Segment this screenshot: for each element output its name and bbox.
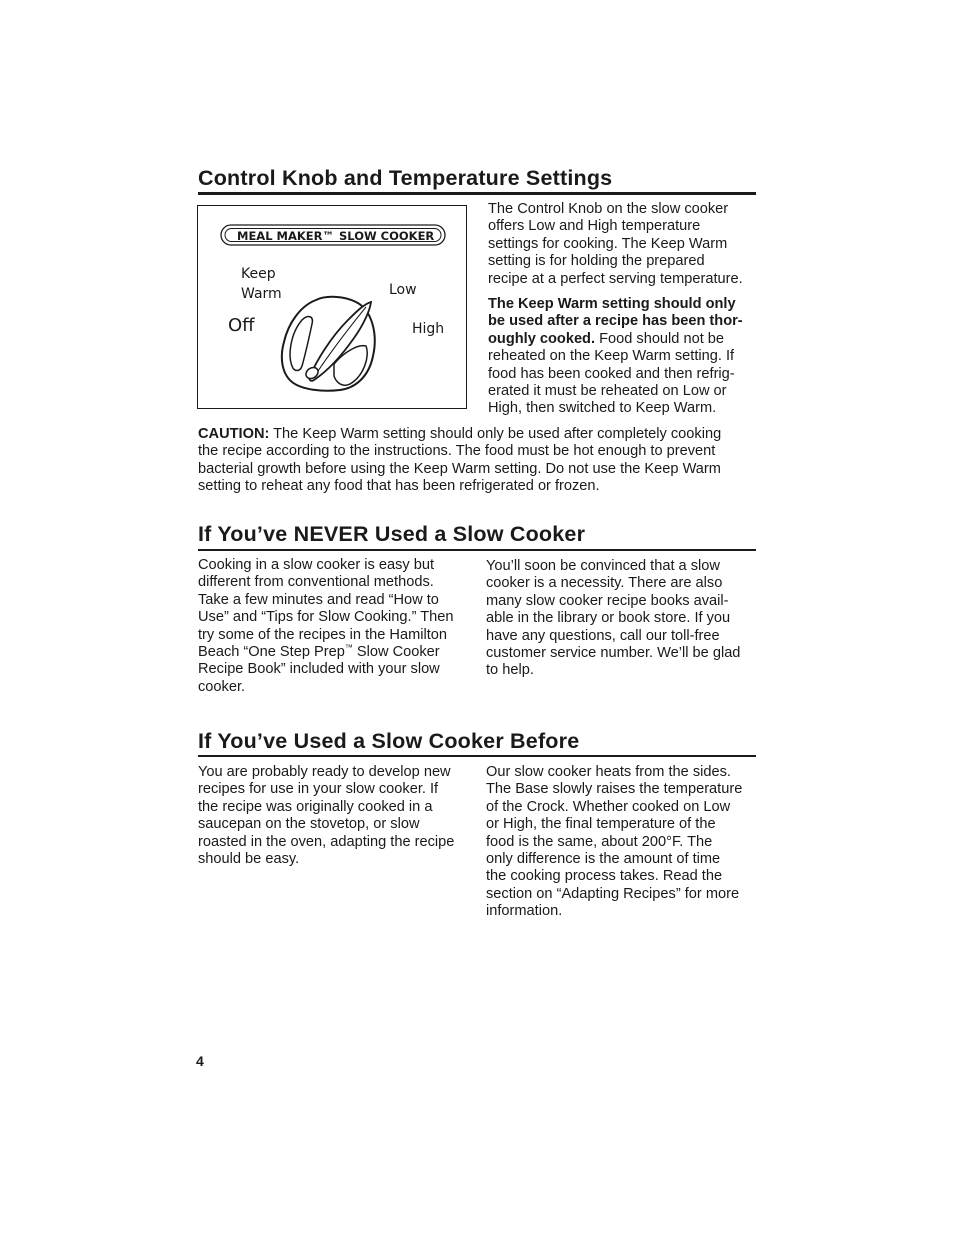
text-line: Our slow cooker heats from the sides.	[486, 764, 731, 780]
heading-rule	[198, 755, 756, 757]
text-line: bacterial growth before using the Keep Warm setting. Do not use the Keep Warm	[198, 460, 721, 477]
text-line: or High, the final temperature of the	[486, 816, 716, 833]
text-line: food is the same, about 200°F. The	[486, 833, 713, 850]
text-line: should be easy.	[198, 851, 300, 868]
heading-rule	[198, 192, 756, 195]
text-line: the cooking process takes. Read the	[486, 868, 723, 885]
text-line: try some of the recipes in the Hamilton	[198, 626, 448, 643]
never-used-left-column	[198, 557, 454, 696]
text-line: High, then switched to Keep Warm.	[488, 400, 717, 417]
text-line: Use” and “Tips for Slow Cooking.” Then	[198, 609, 454, 626]
brand-right-text: SLOW COOKER	[339, 229, 435, 243]
page-number: 4	[196, 1053, 204, 1069]
caution-label: CAUTION:	[198, 426, 270, 442]
text-line: to help.	[486, 662, 534, 679]
text-bold-run: oughly cooked.	[488, 330, 596, 347]
knob-icon	[282, 297, 375, 391]
text-line: food has been cooked and then refrig-	[488, 365, 735, 382]
text-line: section on “Adapting Recipes” for more	[486, 885, 740, 902]
text-line: of the Crock. Whether cooked on Low	[486, 798, 731, 815]
text-run: Beach “One Step Prep	[198, 644, 345, 661]
caution-paragraph	[198, 426, 721, 496]
label-warm: Warm	[241, 286, 282, 302]
text-line: You are probably ready to develop new	[198, 764, 451, 780]
text-run: Food should not be	[595, 330, 725, 347]
text-line: setting is for holding the prepared	[488, 253, 705, 270]
brand-left-text: MEAL MAKER™	[237, 229, 334, 243]
control-knob-intro	[488, 201, 743, 288]
text-line: cooker is a necessity. There are also	[486, 575, 723, 592]
text-line	[488, 331, 743, 348]
text-line: recipes for use in your slow cooker. If	[198, 781, 439, 798]
trademark-mark: ™	[344, 643, 353, 653]
text-line: many slow cooker recipe books avail-	[486, 592, 729, 609]
text-line: You’ll soon be convinced that a slow	[486, 558, 720, 574]
label-high: High	[412, 321, 445, 337]
text-line	[198, 644, 454, 661]
text-line: settings for cooking. The Keep Warm	[488, 235, 728, 252]
control-knob-diagram	[197, 205, 467, 409]
used-before-left-column	[198, 764, 454, 868]
text-line: Take a few minutes and read “How to	[198, 591, 439, 608]
label-off: Off	[228, 315, 255, 336]
text-line: able in the library or book store. If you	[486, 610, 731, 627]
text-line: customer service number. We’ll be glad	[486, 645, 741, 662]
text-line-bold: The Keep Warm setting should only	[488, 296, 736, 312]
text-line: reheated on the Keep Warm setting. If	[488, 348, 735, 365]
text-run: The Keep Warm setting should only be used after completely cooking	[269, 426, 722, 442]
text-line: erated it must be reheated on Low or	[488, 383, 727, 400]
text-line: recipe at a perfect serving temperature.	[488, 270, 743, 287]
label-keep: Keep	[241, 266, 276, 282]
text-line: saucepan on the stovetop, or slow	[198, 816, 420, 833]
text-line: have any questions, call our toll-free	[486, 627, 720, 644]
text-line: the recipe was originally cooked in a	[198, 798, 433, 815]
heading-used-before: If You’ve Used a Slow Cooker Before	[198, 729, 580, 753]
text-line-bold: be used after a recipe has been thor-	[488, 313, 743, 330]
text-line: the recipe according to the instructions. The food must be hot enough to prevent	[198, 443, 716, 460]
used-before-right-column	[486, 764, 742, 921]
text-line: information.	[486, 903, 563, 920]
text-line: different from conventional methods.	[198, 574, 434, 591]
text-line: offers Low and High temperature	[488, 218, 701, 235]
heading-rule	[198, 549, 756, 551]
never-used-right-column	[486, 558, 740, 680]
text-line: Cooking in a slow cooker is easy but	[198, 557, 435, 573]
text-line: The Base slowly raises the temperature	[486, 781, 743, 798]
keep-warm-note	[488, 296, 743, 418]
text-line: cooker.	[198, 678, 246, 695]
label-low: Low	[389, 282, 417, 298]
text-line: Recipe Book” included with your slow	[198, 661, 440, 678]
control-knob-illustration	[198, 206, 466, 408]
text-line: only difference is the amount of time	[486, 851, 721, 868]
text-line: roasted in the oven, adapting the recipe	[198, 833, 455, 850]
heading-never-used: If You’ve NEVER Used a Slow Cooker	[198, 522, 586, 546]
text-line	[198, 426, 721, 443]
heading-control-knob: Control Knob and Temperature Settings	[198, 166, 613, 190]
text-line: setting to reheat any food that has been refrigerated or frozen.	[198, 478, 600, 495]
text-line: The Control Knob on the slow cooker	[488, 201, 729, 217]
text-run: Slow Cooker	[352, 644, 440, 661]
